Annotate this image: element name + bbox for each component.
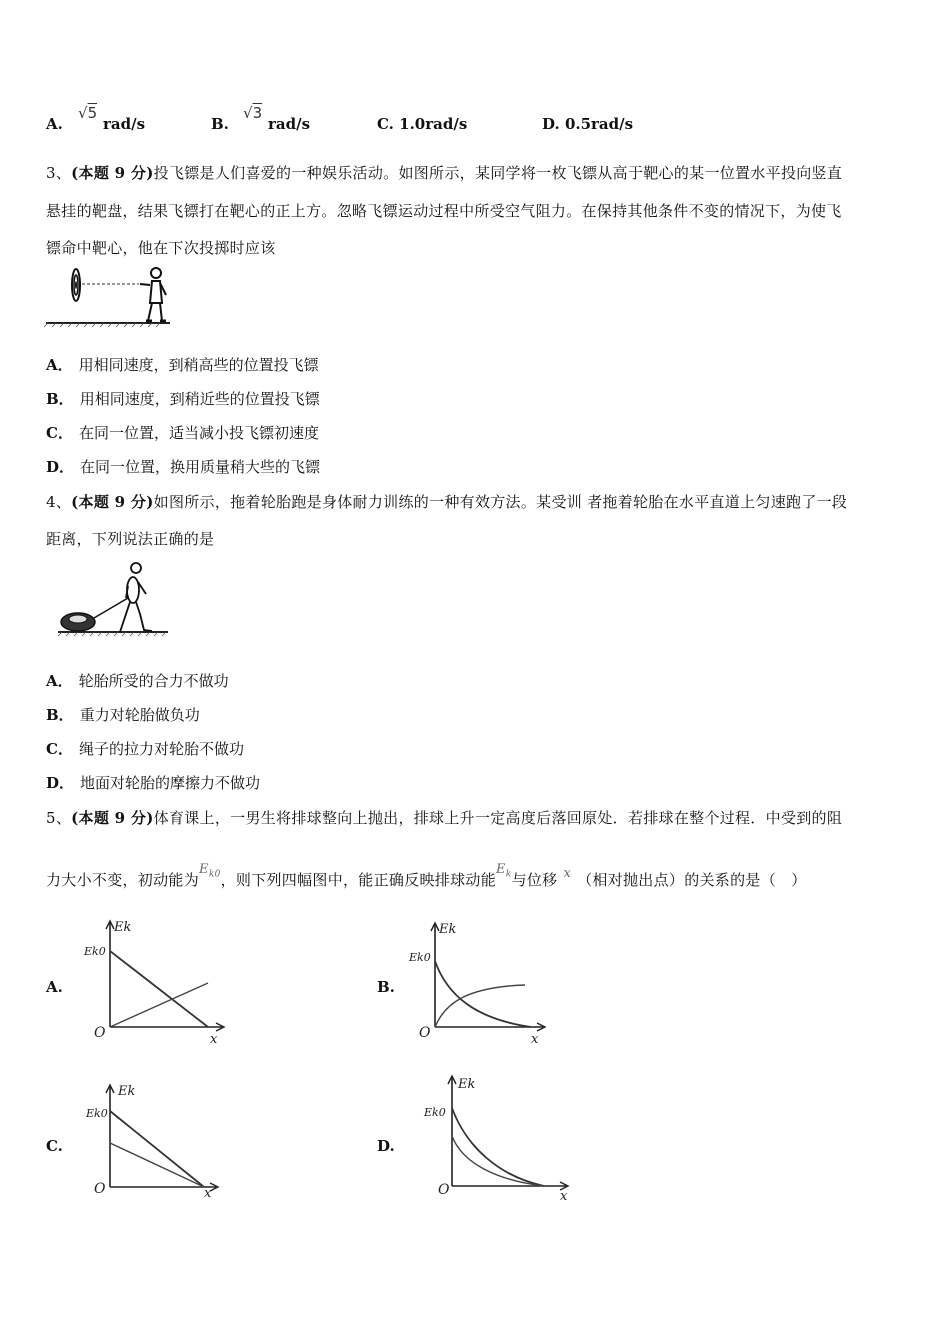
q2-option-d-label: D. (542, 115, 560, 133)
q2-option-c-label: C. (377, 115, 394, 133)
q5-stem-line2 (46, 862, 807, 892)
graph-b-tick-ek0: Ek0 (409, 951, 431, 964)
q5-number: 5、 (46, 809, 72, 827)
q3-option-a (46, 354, 319, 375)
graph-a-label: A. (46, 978, 63, 996)
q5-line2-b: ，则下列四幅图中，能正确反映排球动能 (220, 871, 496, 889)
q4-stem-line1 (46, 491, 847, 512)
q4-line1: 如图所示，拖着轮胎跑是身体耐力训练的一种有效方法。某受训 者拖着轮胎在水平直道上匀速跑了一段 (153, 493, 848, 511)
q4-option-a (46, 670, 229, 691)
symbol-ek0 (199, 862, 221, 880)
graph-c-axis-y: Ek (118, 1084, 136, 1099)
q3-option-c-label: C． (46, 424, 73, 442)
q4-option-d (46, 772, 260, 793)
q5-tag: (本题 9 分) (71, 809, 154, 827)
q3-option-b-label: B． (46, 390, 74, 408)
q3-option-b-text: 用相同速度，到稍近些的位置投飞镖 (79, 390, 320, 408)
q3-option-d-label: D． (46, 458, 75, 476)
graph-a-axis-y: Ek (114, 920, 132, 935)
symbol-x: x (563, 866, 572, 881)
q2-option-a (46, 115, 63, 133)
q3-option-a-label: A． (46, 356, 73, 374)
symbol-ek0-sub: k0 (208, 869, 221, 880)
graph-a-origin: O (94, 1025, 106, 1041)
q4-option-c-label: C． (46, 740, 73, 758)
q3-tag: (本题 9 分) (71, 164, 154, 182)
q2-option-d (542, 115, 633, 133)
symbol-ek-sub: k (505, 869, 512, 880)
q4-option-b-text: 重力对轮胎做负功 (79, 706, 200, 724)
graph-b-label: B. (377, 978, 395, 996)
q3-line1: 投飞镖是人们喜爱的一种娱乐活动。如图所示，某同学将一枚飞镖从高于靶心的某一位置水平投向竖直 (153, 164, 843, 182)
q2-option-d-value: 0.5rad/s (564, 115, 634, 133)
q3-number: 3、 (46, 164, 72, 182)
q3-option-c (46, 422, 319, 443)
graph-c-tick-ek0: Ek0 (86, 1107, 108, 1120)
q4-tag: (本题 9 分) (71, 493, 154, 511)
q4-option-a-text: 轮胎所受的合力不做功 (78, 672, 229, 690)
graph-c-origin: O (94, 1181, 106, 1197)
q2-option-a-radicand: 5 (87, 104, 98, 122)
q5-stem-line1 (46, 807, 842, 828)
graph-d-axis-y: Ek (458, 1077, 476, 1092)
graph-d-label: D. (377, 1137, 395, 1155)
q2-option-a-label: A. (46, 115, 63, 133)
graph-a-axis-x: x (210, 1032, 218, 1047)
graph-c-axis-x: x (204, 1186, 212, 1201)
graph-a (80, 915, 230, 1045)
graph-b-axis-x: x (531, 1032, 539, 1047)
symbol-ek-base: E (496, 862, 506, 877)
graph-b-origin: O (419, 1025, 431, 1041)
symbol-ek (496, 862, 512, 880)
q3-stem-line2: 悬挂的靶盘，结果飞镖打在靶心的正上方。忽略飞镖运动过程中所受空气阻力。在保持其他条件不变的情况下，为使飞 (46, 202, 842, 220)
graph-b-axis-y: Ek (439, 922, 457, 937)
graph-c (82, 1075, 232, 1205)
q3-stem-line1 (46, 162, 842, 183)
q4-tire-figure (56, 556, 186, 636)
q3-dart-figure (44, 265, 174, 327)
q5-line2-a: 力大小不变，初动能为 (46, 871, 200, 889)
q4-stem-line2: 距离，下列说法正确的是 (46, 530, 215, 548)
q2-option-a-value (78, 104, 97, 122)
q4-number: 4、 (46, 493, 72, 511)
q4-option-c (46, 738, 244, 759)
q2-option-b (211, 115, 229, 133)
tire-icon (61, 613, 95, 631)
q5-line2-c: 与位移 (511, 871, 558, 889)
runner-icon (120, 563, 152, 632)
q2-option-a-unit: rad/s (103, 115, 146, 133)
graph-d (418, 1066, 578, 1206)
q5-line1: 体育课上，一男生将排球整向上抛出，排球上升一定高度后落回原处．若排球在整个过程．中受到的阻 (153, 809, 843, 827)
thrower-icon (140, 268, 166, 321)
q5-line2-d: （相对抛出点）的关系的是（ ） (577, 871, 807, 889)
q2-option-b-label: B. (211, 115, 229, 133)
q3-option-c-text: 在同一位置，适当减小投飞镖初速度 (78, 424, 319, 442)
graph-a-tick-ek0: Ek0 (84, 945, 106, 958)
q4-option-d-label: D． (46, 774, 75, 792)
q4-option-c-text: 绳子的拉力对轮胎不做功 (78, 740, 244, 758)
graph-b (405, 917, 555, 1047)
q3-option-d-text: 在同一位置，换用质量稍大些的飞镖 (80, 458, 321, 476)
q3-option-a-text: 用相同速度，到稍高些的位置投飞镖 (78, 356, 319, 374)
graph-d-origin: O (438, 1182, 450, 1198)
target-icon (72, 269, 80, 301)
q3-option-d (46, 456, 320, 477)
q4-option-a-label: A． (46, 672, 73, 690)
q4-option-b-label: B． (46, 706, 74, 724)
sqrt-symbol: √ (243, 104, 253, 122)
q3-option-b (46, 388, 320, 409)
q2-option-c-value: 1.0rad/s (399, 115, 468, 133)
q2-option-b-value (243, 104, 262, 122)
graph-c-label: C. (46, 1137, 63, 1155)
q2-option-c (377, 115, 467, 133)
symbol-ek0-base: E (199, 862, 209, 877)
q3-stem-line3: 镖命中靶心，他在下次投掷时应该 (46, 239, 276, 257)
q4-option-b (46, 704, 200, 725)
q2-option-b-radicand: 3 (252, 104, 263, 122)
q2-option-b-unit: rad/s (268, 115, 311, 133)
graph-d-tick-ek0: Ek0 (424, 1106, 446, 1119)
q4-option-d-text: 地面对轮胎的摩擦力不做功 (80, 774, 261, 792)
graph-d-axis-x: x (560, 1189, 568, 1204)
sqrt-symbol: √ (78, 104, 88, 122)
